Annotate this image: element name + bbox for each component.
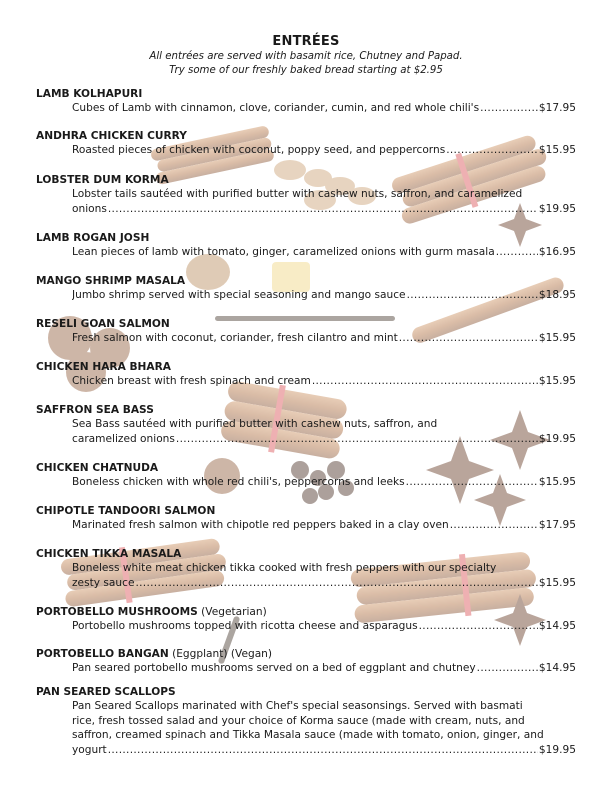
menu-item-price: $17.95: [538, 102, 576, 114]
menu-item: [36, 547, 576, 590]
menu-item-title: LOBSTER DUM KORMA: [36, 174, 169, 186]
description-line: Boneless chicken with whole red chili's, peppercorns and leeks: [72, 476, 405, 488]
description-price-row: [72, 374, 576, 389]
menu-item-name: [36, 504, 576, 518]
description-line: saffron, creamed spinach and Tikka Masala sauce (made with tomato, onion, ginger, and: [72, 729, 544, 741]
menu-item-description: [72, 475, 576, 490]
menu-item-title: CHICKEN CHATNUDA: [36, 462, 159, 474]
description-price-row: [72, 331, 576, 346]
menu-item: [36, 605, 576, 634]
menu-item: [36, 231, 576, 260]
menu-item-name: [36, 231, 576, 245]
menu-item-name: [36, 360, 576, 374]
menu-item-name: [36, 129, 576, 143]
dot-leader: [496, 245, 538, 260]
description-price-row: [72, 576, 576, 591]
menu-item-name: [36, 605, 576, 619]
description-price-row: [72, 288, 576, 303]
description-price-row: [72, 661, 576, 676]
menu-item-price: $15.95: [538, 576, 576, 589]
menu-item-price: $19.95: [538, 743, 576, 756]
menu-item-price: $15.95: [538, 375, 576, 387]
menu-item-description: [72, 518, 576, 533]
menu-item-title: PAN SEARED SCALLOPS: [36, 686, 176, 698]
menu-item-name: [36, 547, 576, 561]
menu-item-description: [72, 245, 576, 260]
dot-leader: [135, 576, 537, 591]
description-line: rice, fresh tossed salad and your choice of Korma sauce (made with cream, nuts, and: [72, 714, 525, 727]
description-price-row: [72, 743, 576, 758]
menu-item-price: $19.95: [538, 202, 576, 215]
description-line: Roasted pieces of chicken with coconut, poppy seed, and peppercorns: [72, 144, 446, 156]
description-line: Fresh salmon with coconut, coriander, fresh cilantro and mint: [72, 332, 398, 344]
description-line: Lobster tails sautéed with purified butter with cashew nuts, saffron, and caramelized: [72, 188, 523, 200]
menu-item-name: [36, 685, 576, 699]
menu-item: [36, 685, 576, 757]
description-price-row: [72, 245, 576, 260]
menu-item-name: [36, 403, 576, 417]
menu-item-title: CHIPOTLE TANDOORI SALMON: [36, 505, 216, 517]
menu-item-description: [72, 374, 576, 389]
dot-leader: [312, 374, 538, 389]
description-line: Sea Bass sautéed with purified butter with cashew nuts, saffron, and: [72, 418, 438, 430]
description-price-row: [72, 518, 576, 533]
menu-item-price: $19.95: [538, 432, 576, 445]
description-price-row: [72, 143, 576, 158]
dot-leader: [450, 518, 538, 533]
menu-item: [36, 504, 576, 533]
menu-item-title: MANGO SHRIMP MASALA: [36, 275, 186, 287]
menu-item-diet-note: (Vegetarian): [197, 606, 267, 618]
menu-item-description: [72, 288, 576, 303]
menu-item: [36, 129, 576, 158]
description-price-row: [72, 619, 576, 634]
description-line: yogurt: [72, 743, 107, 756]
menu-item-diet-note: (Eggplant) (Vegan): [168, 648, 273, 660]
menu-item-description: [72, 619, 576, 634]
description-line: Cubes of Lamb with cinnamon, clove, coriander, cumin, and red whole chili's: [72, 102, 480, 114]
dot-leader: [477, 661, 538, 676]
menu-item: [36, 461, 576, 490]
description-line: Boneless white meat chicken tikka cooked with fresh peppers with our specialty: [72, 562, 497, 574]
menu-item-name: [36, 647, 576, 661]
menu-item: [36, 274, 576, 303]
menu-item-name: [36, 173, 576, 187]
subtitle-rice-note: All entrées are served with basamit rice, Chutney and Papad.: [149, 51, 463, 62]
menu-item: [36, 360, 576, 389]
menu-item-title: RESELI GOAN SALMON: [36, 318, 170, 330]
dot-leader: [480, 101, 538, 116]
menu-item-title: LAMB KOLHAPURI: [36, 88, 143, 100]
page-title: ENTRÉES: [272, 34, 340, 49]
description-line: Marinated fresh salmon with chipotle red peppers baked in a clay oven: [72, 519, 449, 531]
menu-item-price: $15.95: [538, 144, 576, 156]
description-line: Pan Seared Scallops marinated with Chef's special seasonsings. Served with basmati: [72, 700, 523, 712]
description-price-row: [72, 432, 576, 447]
menu-item: [36, 647, 576, 676]
dot-leader: [176, 432, 538, 447]
dot-leader: [407, 288, 538, 303]
menu-item-title: ANDHRA CHICKEN CURRY: [36, 130, 187, 142]
menu-item-name: [36, 317, 576, 331]
description-line: Chicken breast with fresh spinach and cream: [72, 375, 311, 387]
dot-leader: [108, 202, 538, 217]
menu-item-price: $15.95: [538, 476, 576, 488]
description-line: onions: [72, 202, 107, 215]
subtitle-bread-note: Try some of our freshly baked bread starting at $2.95: [169, 65, 443, 76]
menu-item: [36, 317, 576, 346]
menu-item-description: [72, 331, 576, 346]
menu-item-description: [72, 101, 576, 116]
menu-item-title: CHICKEN TIKKA MASALA: [36, 548, 182, 560]
menu-item-title: PORTOBELLO BANGAN: [36, 648, 169, 660]
menu-item-name: [36, 87, 576, 101]
menu-item-price: $17.95: [538, 519, 576, 531]
menu-item-price: $16.95: [538, 246, 576, 258]
menu-item-name: [36, 461, 576, 475]
menu-item: [36, 403, 576, 446]
menu-item: [36, 173, 576, 216]
menu-item-name: [36, 274, 576, 288]
dot-leader: [108, 743, 538, 758]
dot-leader: [446, 143, 538, 158]
menu-item-description: [72, 187, 576, 216]
menu-item-description: [72, 661, 576, 676]
menu-item-price: $14.95: [538, 662, 576, 674]
dot-leader: [399, 331, 538, 346]
description-line: Jumbo shrimp served with special seasoning and mango sauce: [72, 289, 406, 301]
menu-item-description: [72, 699, 576, 757]
menu-item-description: [72, 561, 576, 590]
description-line: Lean pieces of lamb with tomato, ginger, caramelized onions with gurm masala: [72, 246, 495, 258]
description-price-row: [72, 475, 576, 490]
dot-leader: [419, 619, 538, 634]
description-line: Pan seared portobello mushrooms served on a bed of eggplant and chutney: [72, 662, 476, 674]
description-line: Portobello mushrooms topped with ricotta cheese and asparagus: [72, 620, 418, 632]
dot-leader: [406, 475, 538, 490]
menu-item-title: LAMB ROGAN JOSH: [36, 232, 150, 244]
menu-item-price: $14.95: [538, 620, 576, 632]
menu-item: [36, 87, 576, 116]
menu-item-title: CHICKEN HARA BHARA: [36, 361, 171, 373]
menu-item-title: PORTOBELLO MUSHROOMS: [36, 606, 198, 618]
description-line: zesty sauce: [72, 576, 135, 589]
description-price-row: [72, 101, 576, 116]
description-line: caramelized onions: [72, 432, 175, 445]
description-price-row: [72, 202, 576, 217]
menu-item-description: [72, 143, 576, 158]
menu-item-description: [72, 417, 576, 446]
menu-item-price: $18.95: [538, 289, 576, 301]
menu-item-price: $15.95: [538, 332, 576, 344]
menu-item-title: SAFFRON SEA BASS: [36, 404, 154, 416]
